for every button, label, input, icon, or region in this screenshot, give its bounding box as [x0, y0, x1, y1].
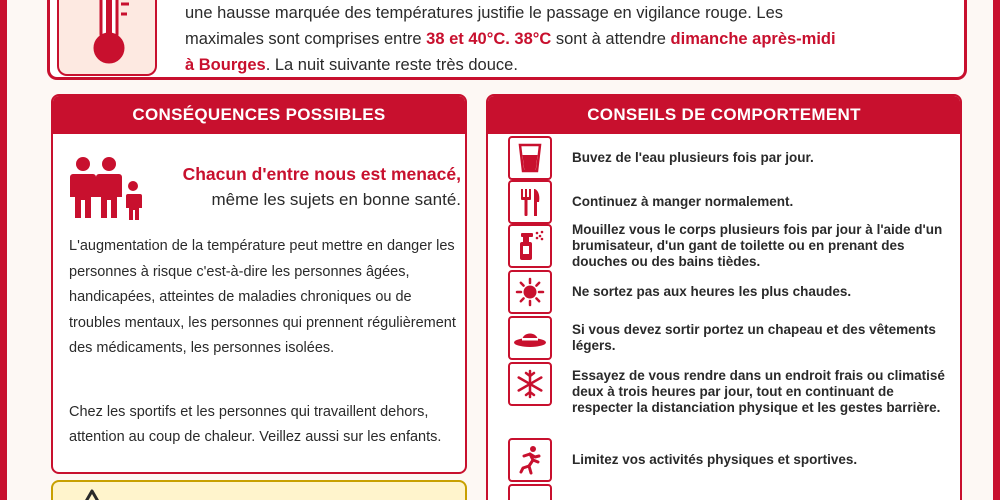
advice-text: Essayez de vous rendre dans un endroit frais ou climatisé deux à trois heures par jour, tout en continuant de respecter la distanciation physique et les gestes barrière. [572, 368, 945, 415]
sun-icon [508, 270, 552, 314]
risk-paragraph: L'augmentation de la température peut mettre en danger les personnes à risque c'est-à-dire les personnes âgées, handicapées, atteintes de maladies chroniques ou de troubles mentaux, les personnes qui prennent régulièrement des médicaments, les personnes isolées. [69, 238, 456, 356]
menace-subheading: même les sujets en bonne santé. [211, 190, 461, 209]
advice-title: CONSEILS DE COMPORTEMENT [488, 96, 960, 134]
warning-strip [51, 480, 467, 500]
intro-text [185, 0, 945, 78]
hat-icon [508, 316, 552, 360]
advice-text: Buvez de l'eau plusieurs fois par jour. [572, 150, 814, 165]
menace-heading: Chacun d'entre nous est menacé, [182, 164, 461, 184]
thermometer-tile [57, 0, 157, 76]
consequences-title: CONSÉQUENCES POSSIBLES [53, 96, 465, 134]
intro-line-1: une hausse marquée des températures justifie le passage en vigilance rouge. Les [185, 4, 784, 22]
glass-of-water-icon [508, 136, 552, 180]
intro-line-3: à Bourges. La nuit suivante reste très douce. [185, 56, 518, 74]
advice-text: Continuez à manger normalement. [572, 194, 794, 209]
thermometer-icon [81, 0, 137, 66]
sport-paragraph: Chez les sportifs et les personnes qui travaillent dehors, attention au coup de chaleur. Veillez aussi sur les enfants. [69, 404, 442, 445]
family-icon [69, 156, 145, 220]
advice-text: Si vous devez sortir portez un chapeau et des vêtements légers. [572, 322, 936, 353]
advice-text: Mouillez vous le corps plusieurs fois par jour à l'aide d'un brumisateur, d'un gant de toilette ou en prenant des douches ou des bains tièdes. [572, 222, 943, 269]
menace-row [69, 154, 459, 224]
spray-bottle-icon [508, 224, 552, 268]
snowflake-icon [508, 362, 552, 406]
advice-text: Limitez vos activités physiques et sportives. [572, 452, 858, 467]
running-person-icon [508, 438, 552, 482]
partial-icon [508, 484, 552, 500]
advice-text: Ne sortez pas aux heures les plus chaudes. [572, 284, 852, 299]
advice-panel [486, 94, 962, 500]
intro-line-2: maximales sont comprises entre 38 et 40°C. 38°C sont à attendre dimanche après-midi [185, 30, 836, 48]
consequences-panel [51, 94, 467, 474]
warning-icon [75, 488, 109, 500]
fork-knife-icon [508, 180, 552, 224]
